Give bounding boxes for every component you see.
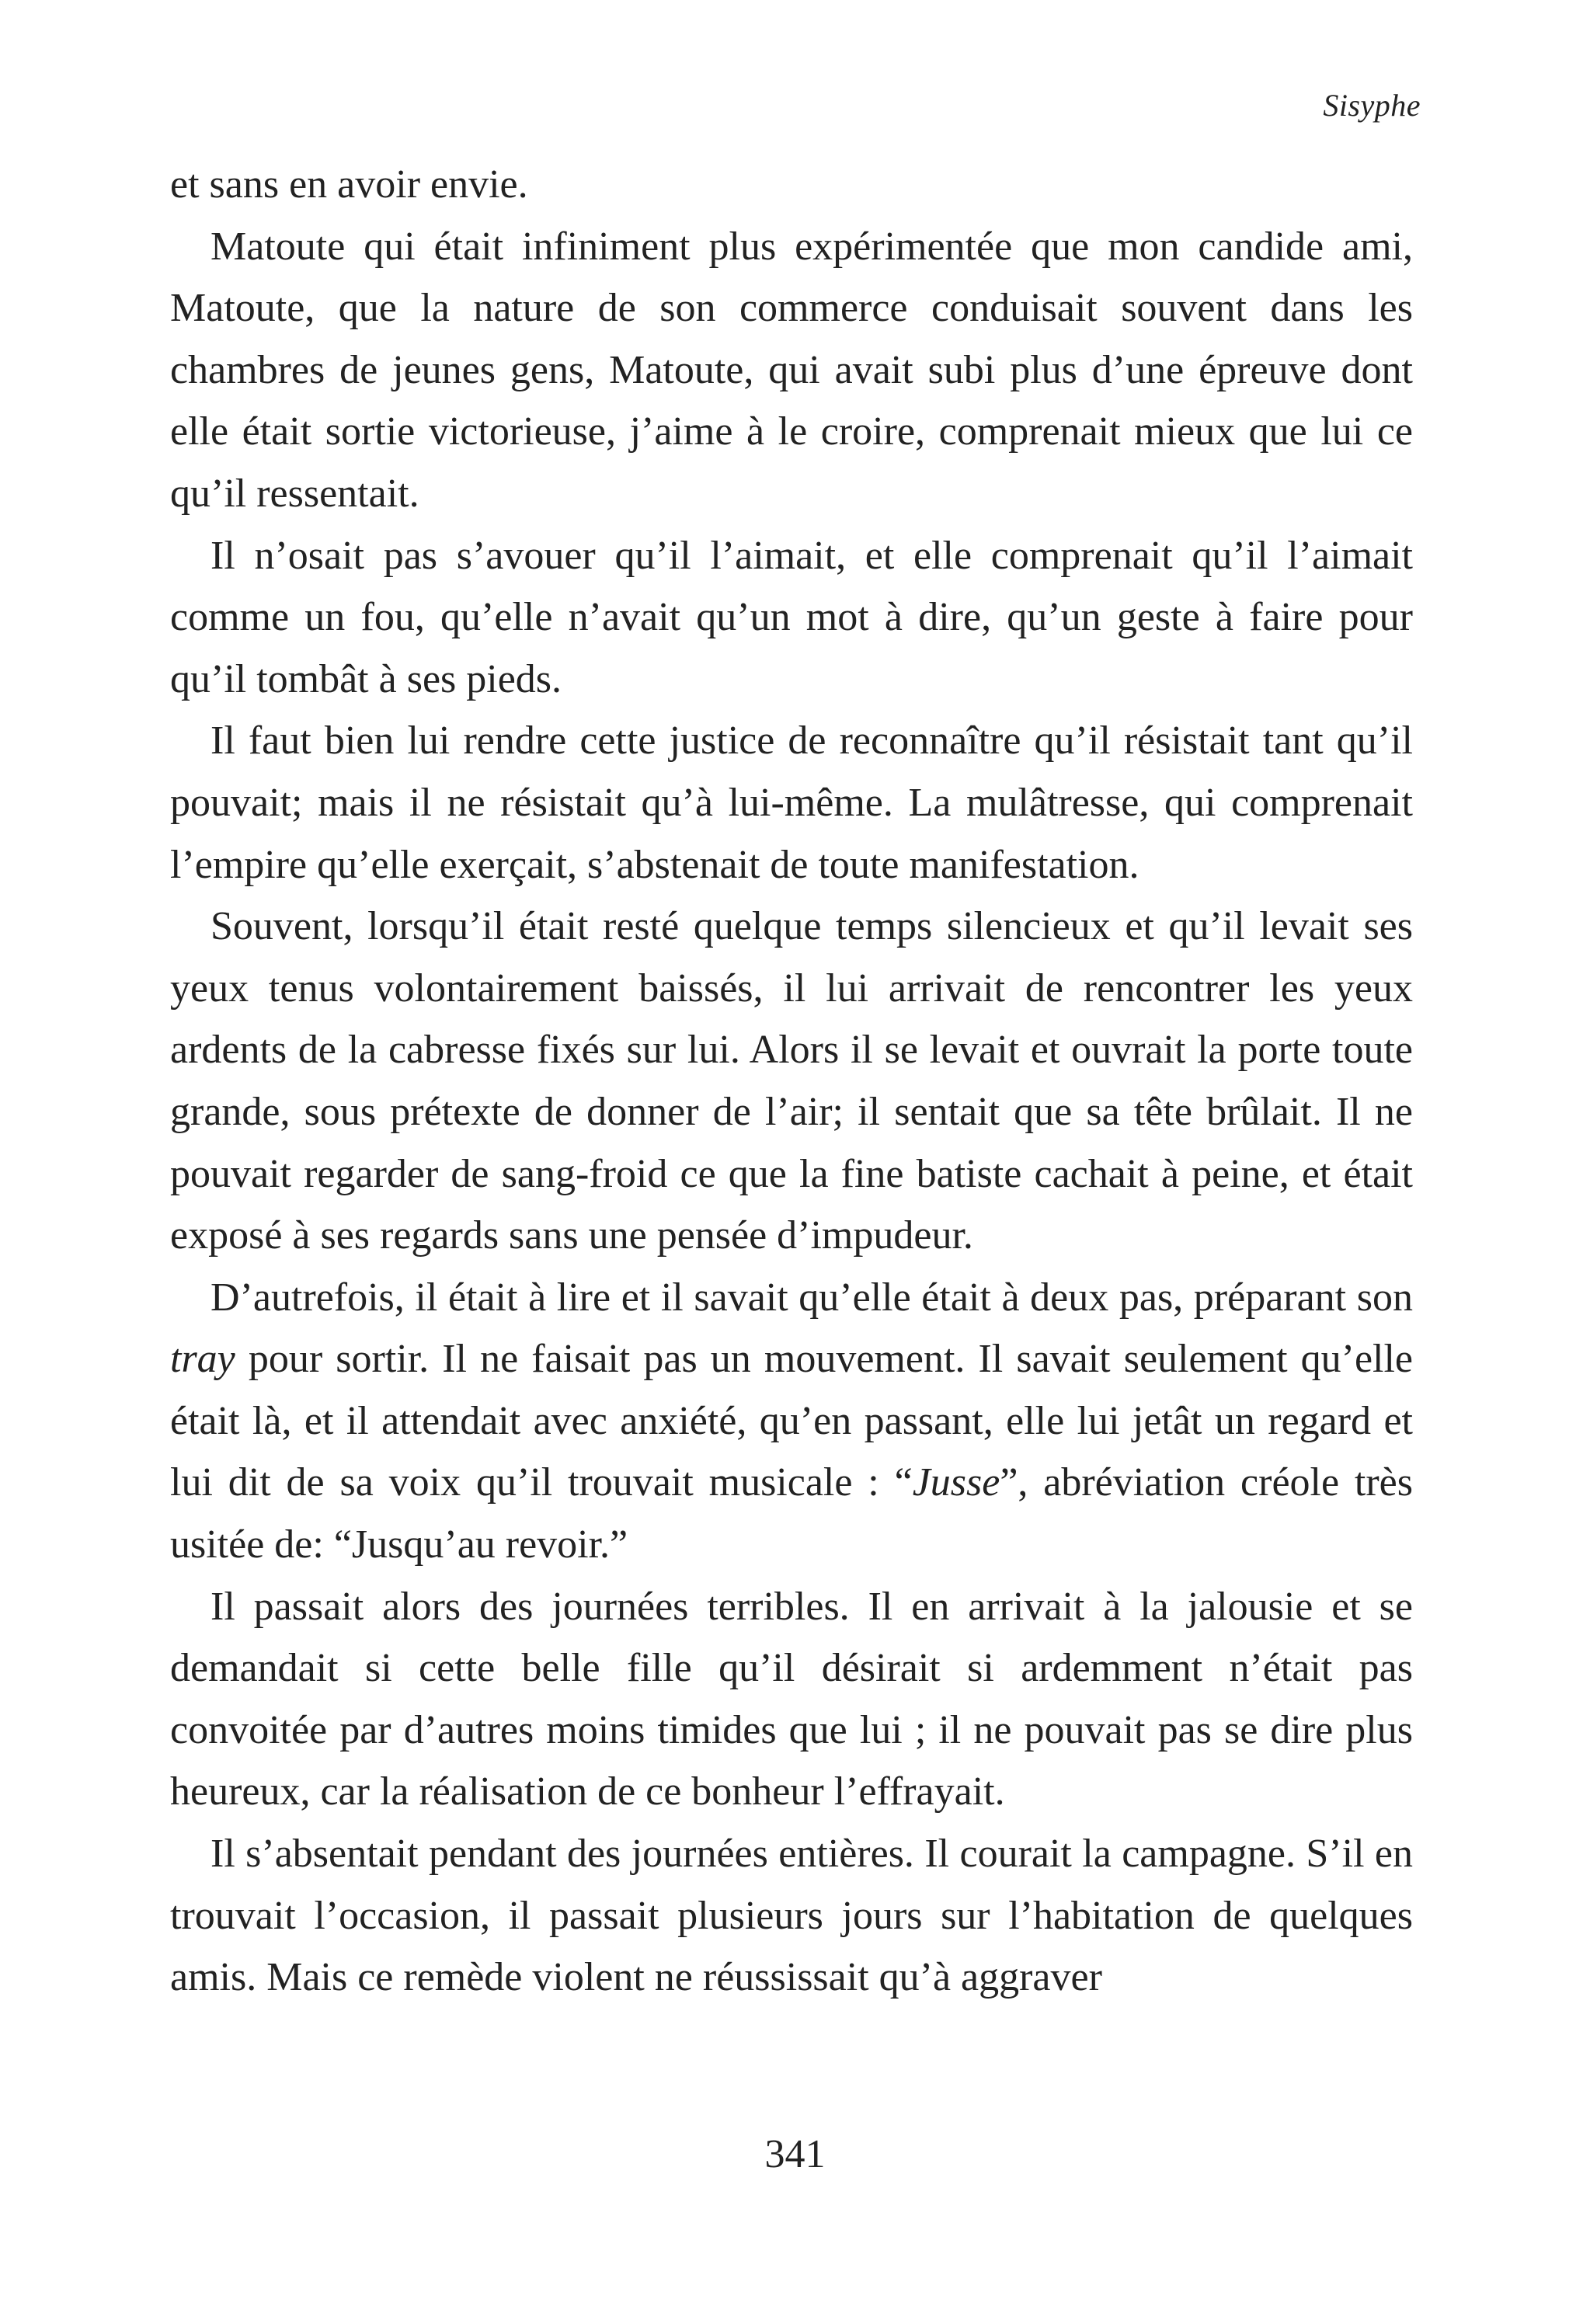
paragraph: Il s’absentait pendant des journées entières. Il courait la campagne. S’il en trouvait l’occasion, il passait plusieurs jours sur l’habitation de quelques amis. Mais ce remède violent ne réussissait qu’à aggraver — [170, 1832, 1413, 2000]
paragraph: D’autrefois, il était à lire et il savait qu’elle était à deux pas, préparant son tray pour sortir. Il ne faisait pas un mouvement. Il savait seulement qu’elle était là, et il attendait avec anxiété, qu’en passant, elle lui jetât un regard et lui dit de sa voix qu’il trouvait musicale : “Jusse”, abréviation créole très usitée de: “Jusqu’au revoir.” — [170, 1275, 1413, 1567]
running-head-title: Sisyphe — [1323, 88, 1421, 123]
paragraph: Il n’osait pas s’avouer qu’il l’aimait, et elle comprenait qu’il l’aimait comme un fou, qu’elle n’avait qu’un mot à dire, qu’un geste à faire pour qu’il tombât à ses pieds. — [170, 533, 1413, 701]
page-number: 341 — [764, 2132, 826, 2176]
paragraph: Matoute qui était infiniment plus expérimentée que mon candide ami, Matoute, que la nature de son commerce conduisait souvent dans les chambres de jeunes gens, Matoute, qui avait subi plus d’une épreuve dont elle était sortie victorieuse, j’aime à le croire, comprenait mieux que lui ce qu’il ressentait. — [170, 224, 1413, 516]
paragraph: Souvent, lorsqu’il était resté quelque temps silencieux et qu’il levait ses yeux tenus volontairement baissés, il lui arrivait de rencontrer les yeux ardents de la cabresse fixés sur lui. Alors il se levait et ouvrait la porte toute grande, sous prétexte de donner de l’air; il sentait que sa tête brûlait. Il ne pouvait regarder de sang-froid ce que la fine batiste cachait à peine, et était exposé à ses regards sans une pensée d’impudeur. — [170, 904, 1413, 1258]
paragraph: et sans en avoir envie. — [170, 162, 528, 207]
body-text — [170, 154, 1413, 2009]
paragraph: Il passait alors des journées terribles. Il en arrivait à la jalousie et se demandait si cette belle fille qu’il désirait si ardemment n’était pas convoitée par d’autres moins timides que lui ; il ne pouvait pas se dire plus heureux, car la réalisation de ce bonheur l’effrayait. — [170, 1584, 1413, 1814]
italic-term: Jusse — [912, 1460, 1000, 1505]
paragraph: Il faut bien lui rendre cette justice de reconnaître qu’il résistait tant qu’il pouvait; mais il ne résistait qu’à lui-même. La mulâtresse, qui comprenait l’empire qu’elle exerçait, s’abstenait de toute manifestation. — [170, 718, 1413, 887]
italic-term: tray — [170, 1337, 235, 1382]
